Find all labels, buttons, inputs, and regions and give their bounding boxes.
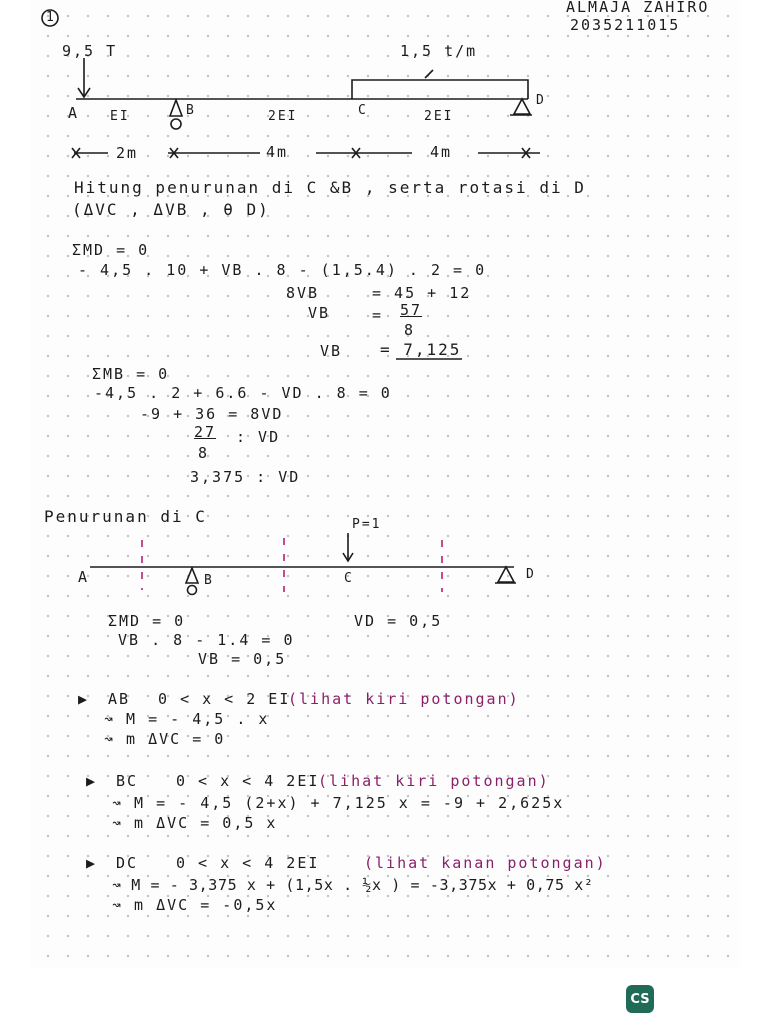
segment-ab-label: AB [108,690,131,708]
question-line-1: Hitung penurunan di C &B , serta rotasi di D [74,178,586,197]
segment-bc-mdv: ↝ m ΔVC = 0,5 x [112,814,278,832]
calc2-line-4: : VD [236,428,281,446]
label-b: B [186,103,196,118]
label-c-2: C [344,571,354,586]
calc1-line-1: - 4,5 . 10 + VB . 8 - (1,5.4) . 2 = 0 [78,261,487,279]
calc1-line-4: VB [308,304,331,322]
section-2-title: Penurunan di C [44,507,207,526]
segment-dc-range: 0 < x < 4 2EI [176,854,320,872]
question-line-2: (ΔVC , ΔVB , θ D) [72,200,270,219]
student-id: 2035211015 [570,16,681,34]
segment-bc-label: BC [116,772,139,790]
point-load-arrow [78,58,90,97]
segment-dc-m: ↝ M = - 3,375 x + (1,5x . ½x ) = -3,375x + 0,75 x² [112,876,594,894]
segment-dc-mdv: ↝ m ΔVC = -0,5x [112,896,278,914]
support-b-2 [186,568,198,595]
calc1-line-8: VB [320,342,343,360]
segment-ab-mdv: ↝ m ΔVC = 0 [104,730,226,748]
segment-bc-note: (lihat kiri potongan) [318,772,550,790]
ei-ab: EI [110,109,130,124]
segment-bc-bullet: ▶ [86,772,98,790]
distributed-load-label: 1,5 t/m [400,42,478,60]
label-d-2: D [526,567,536,582]
segment-ab-m: ↝ M = - 4,5 . x [104,710,270,728]
calc2-line-3: 27 [194,423,217,441]
calc1-line-5: = [372,306,384,324]
segment-dc-label: DC [116,854,139,872]
calc1-line-6: 57 [400,301,423,319]
dim-4m-1: 4m [266,143,289,161]
section-cuts [142,538,442,592]
label-d: D [536,93,546,108]
label-c: C [358,103,368,118]
dim-4m-2: 4m [430,143,453,161]
calc1-line-3: = 45 + 12 [372,284,472,302]
calc2-line-2: -9 + 36 = 8VD [140,405,284,423]
sec2-eq1: ΣMD = 0 [108,612,186,630]
segment-bc-m: ↝ M = - 4,5 (2+x) + 7,125 x = -9 + 2,625x [112,794,565,812]
segment-dc-note: (lihat kanan potongan) [364,854,607,872]
calc2-line-0: ΣMB = 0 [92,365,170,383]
calc2-line-1: -4,5 . 2 + 6.6 - VD . 8 = 0 [94,384,392,402]
ei-bc: 2EI [268,109,298,124]
segment-ab-note: (lihat kiri potongan) [288,690,520,708]
label-a-2: A [78,568,90,586]
unit-load-arrow [343,533,353,561]
ei-cd: 2EI [424,109,454,124]
segment-ab-bullet: ▶ [78,690,90,708]
sec2-eq3: VB = 0,5 [198,650,287,668]
distributed-load [352,80,528,99]
author-name: ALMAJA ZAHIRO [566,0,710,16]
calc1-line-0: ΣMD = 0 [72,241,150,259]
camscanner-logo: CS [626,985,654,1013]
calc1-line-9: = 7,125 [380,340,462,359]
support-d-2 [495,567,516,583]
label-a: A [68,104,80,122]
segment-ab-range: 0 < x < 2 EI [158,690,291,708]
segment-bc-range: 0 < x < 4 2EI [176,772,320,790]
calc1-line-2: 8VB [286,284,320,302]
calc2-line-5: 8 [198,444,210,462]
calc2-line-6: 3,375 : VD [190,468,301,486]
problem-number: 1 [46,10,56,25]
label-b-2: B [204,573,214,588]
dim-2m: 2m [116,144,139,162]
unit-load-label: P=1 [352,517,382,532]
calc1-line-7: 8 [404,321,416,339]
segment-dc-bullet: ▶ [86,854,98,872]
support-b [170,100,182,129]
dimension-line-1 [72,148,540,158]
sec2-eq2: VB . 8 - 1.4 = 0 [118,631,295,649]
point-load-label: 9,5 T [62,42,118,60]
support-d [510,99,532,115]
sec2-vd: VD = 0,5 [354,612,443,630]
